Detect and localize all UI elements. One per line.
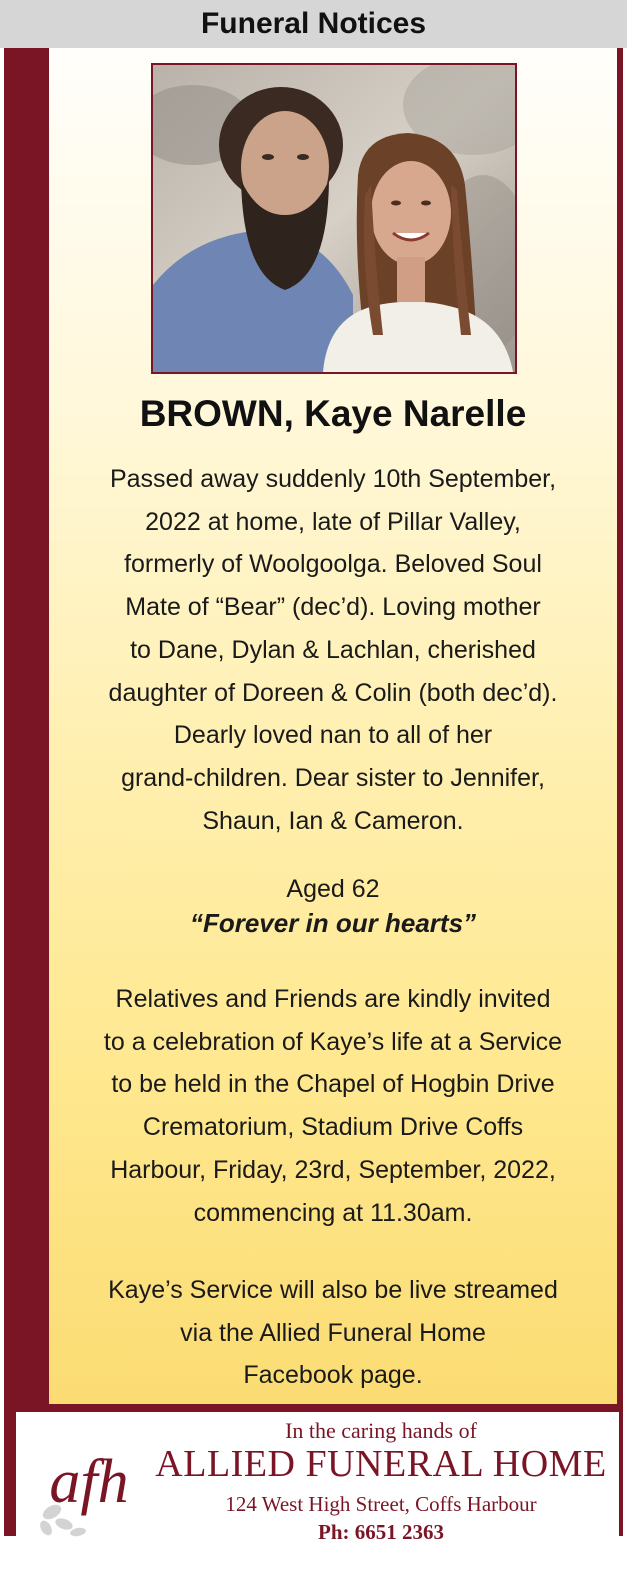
text-line: formerly of Woolgoolga. Beloved Soul [124, 550, 542, 579]
portrait-photo [151, 63, 517, 374]
afh-logo [34, 1420, 144, 1540]
text-line: Shaun, Ian & Cameron. [202, 806, 464, 835]
age-text [59, 868, 607, 911]
text-line: Dearly loved nan to all of her [173, 721, 493, 750]
text-line: to a celebration of Kaye’s life at a Service [103, 1027, 563, 1056]
funeral-home-address: 124 West High Street, Coffs Harbour [225, 1492, 537, 1516]
text-line: to be held in the Chapel of Hogbin Drive [111, 1070, 555, 1099]
funeral-home-name: ALLIED FUNERAL HOME [155, 1443, 607, 1485]
service-details-text [59, 978, 607, 1234]
deceased-name: BROWN, Kaye Narelle [139, 393, 527, 434]
funeral-home-footer [16, 1412, 619, 1572]
text-line: Harbour, Friday, 23rd, September, 2022, [110, 1155, 556, 1184]
text-line: daughter of Doreen & Colin (both dec’d). [108, 678, 558, 707]
text-line: 2022 at home, late of Pillar Valley, [145, 507, 521, 536]
text-line: via the Allied Funeral Home [180, 1318, 486, 1347]
text-line: Passed away suddenly 10th September, [109, 465, 557, 493]
text-line: commencing at 11.30am. [193, 1198, 473, 1227]
text-line: Crematorium, Stadium Drive Coffs [142, 1113, 524, 1142]
section-title: Funeral Notices [200, 7, 427, 40]
footer-tagline: In the caring hands of [285, 1418, 477, 1443]
text-line: Facebook page. [243, 1361, 423, 1390]
memorial-quote: “Forever in our hearts” [189, 908, 477, 938]
funeral-home-phone: Ph: 6651 2363 [318, 1520, 444, 1544]
text-line: Mate of “Bear” (dec’d). Loving mother [125, 593, 541, 622]
svg-text:afh: afh [49, 1448, 129, 1516]
funeral-notice [4, 48, 623, 1544]
livestream-text [59, 1269, 607, 1397]
text-line: Kaye’s Service will also be live streamed [108, 1276, 558, 1304]
age-line: Aged 62 [286, 875, 380, 903]
text-line: Relatives and Friends are kindly invited [115, 985, 551, 1013]
notice-body [49, 48, 617, 1404]
death-notice-text [59, 458, 607, 842]
section-header [0, 0, 627, 48]
text-line: grand-children. Dear sister to Jennifer, [121, 763, 545, 792]
text-line: to Dane, Dylan & Lachlan, cherished [130, 635, 536, 664]
